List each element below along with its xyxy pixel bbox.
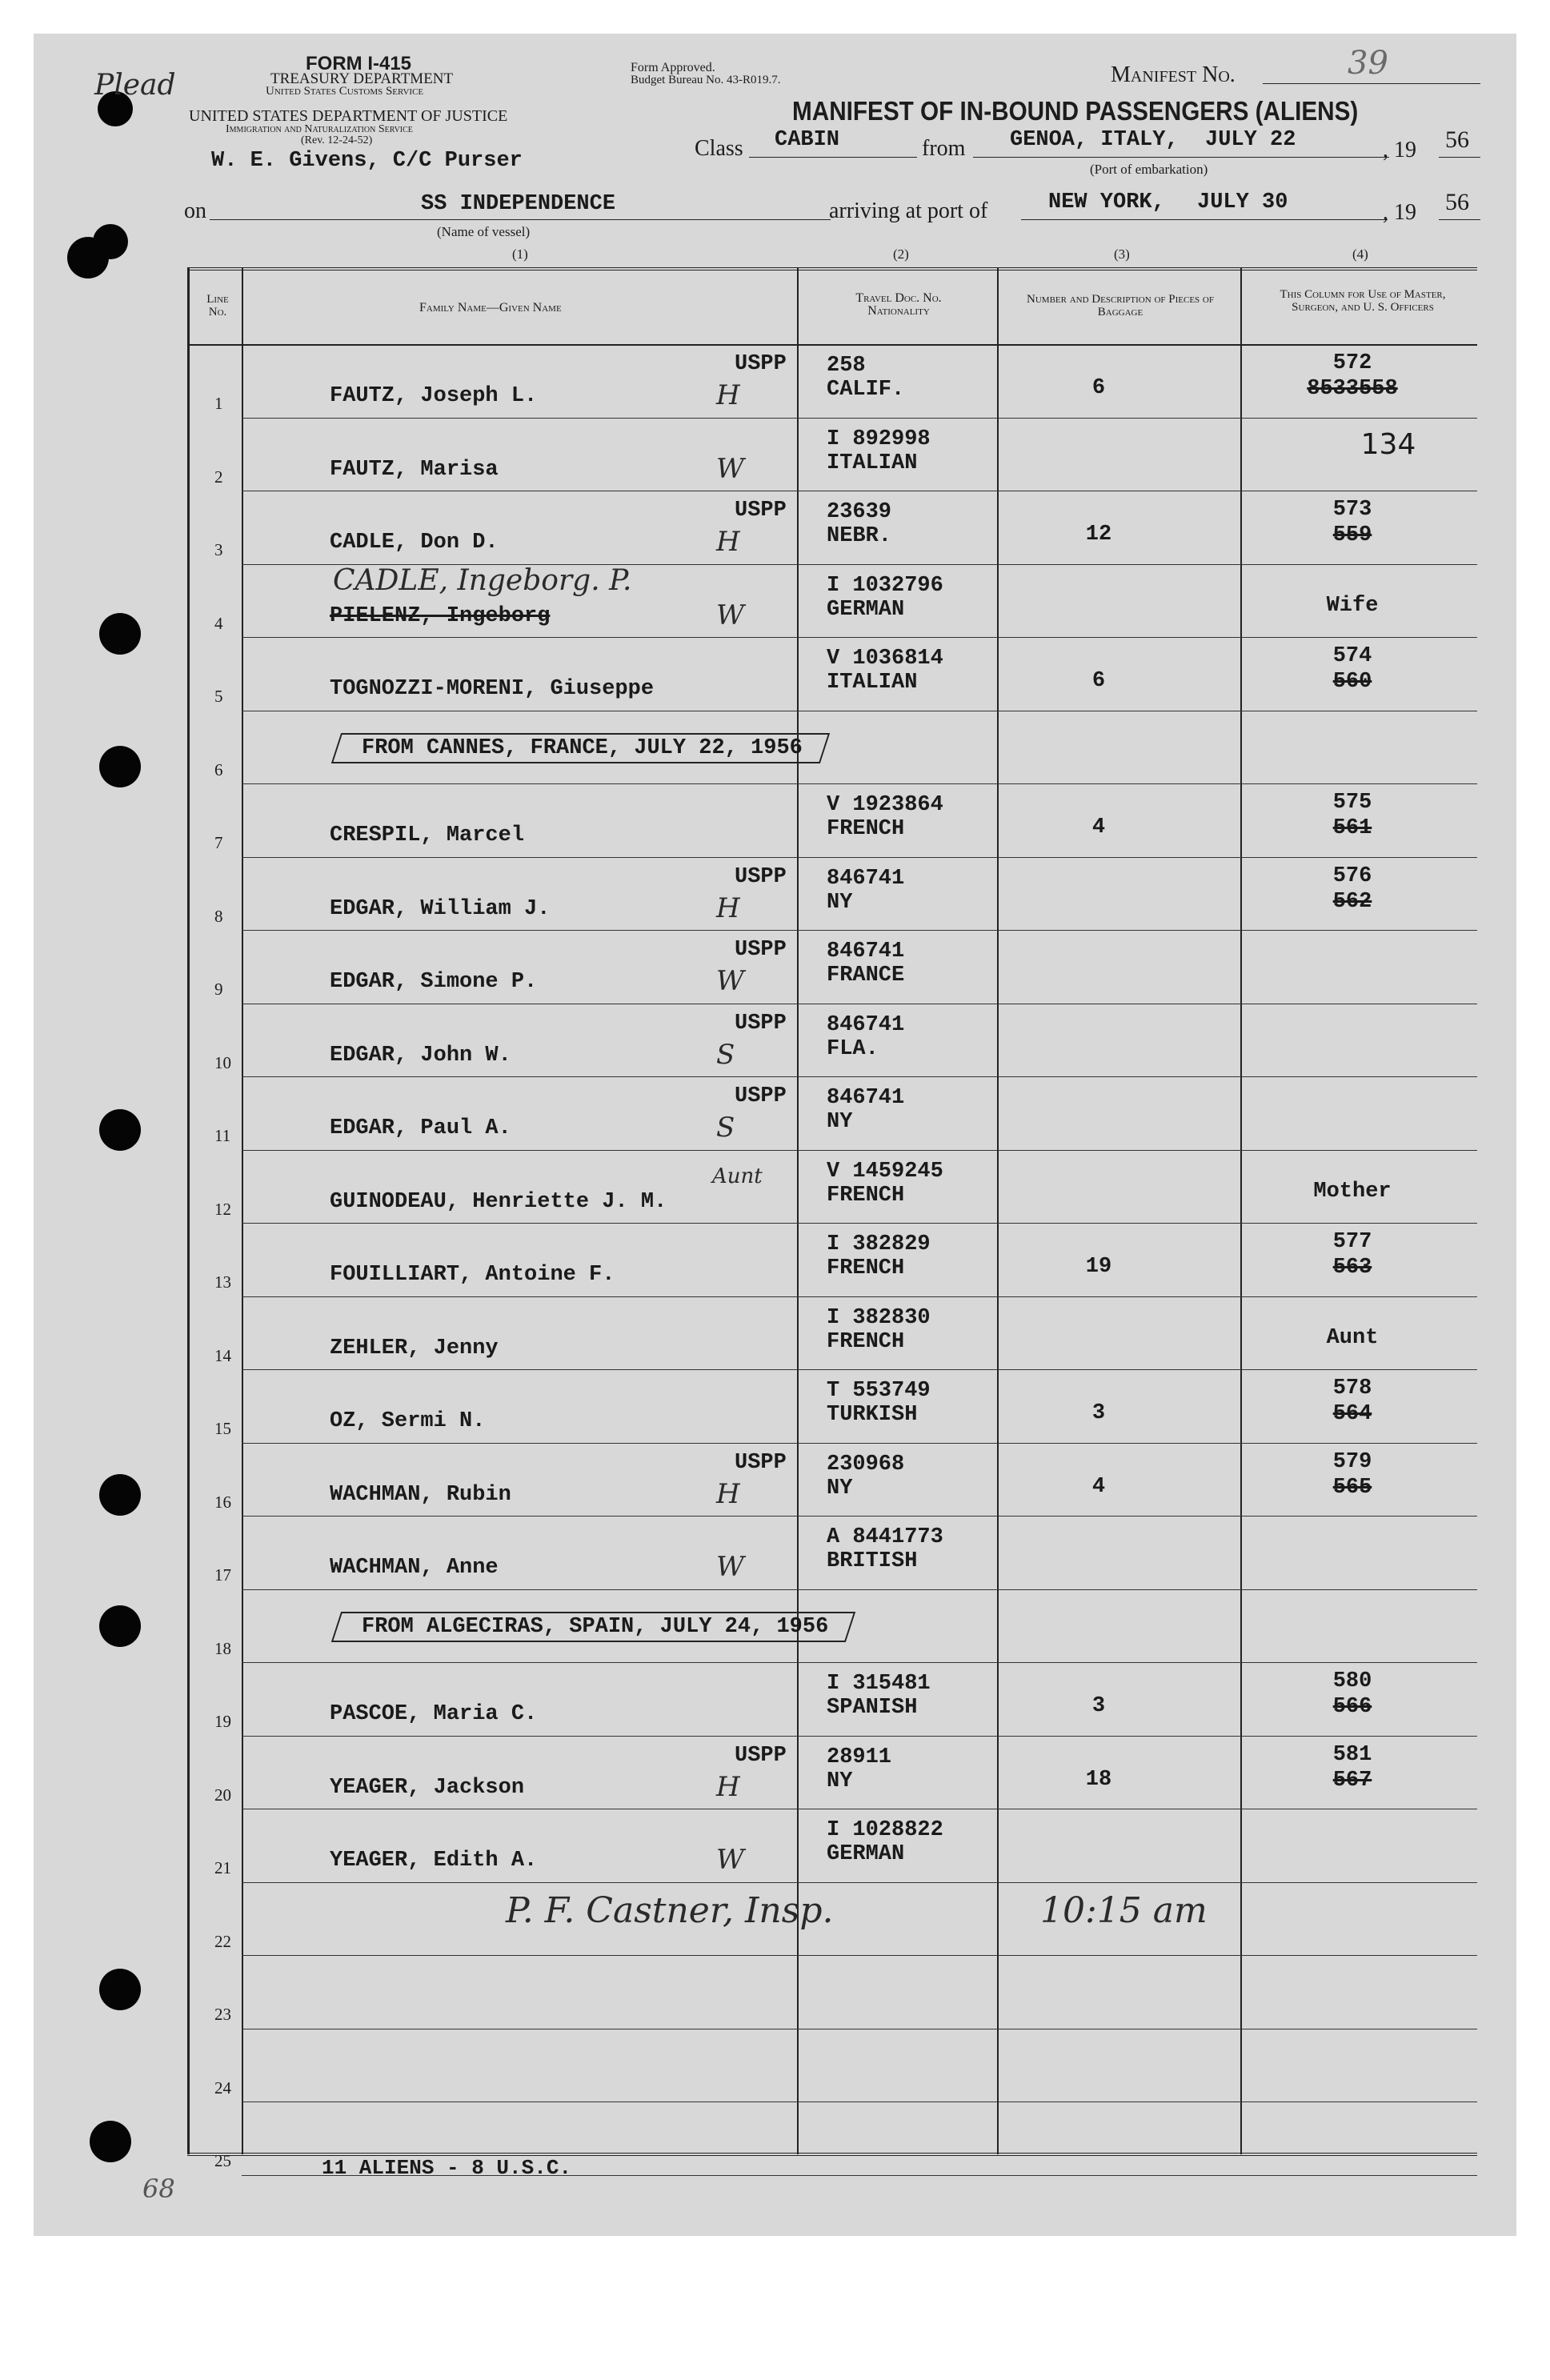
table-row xyxy=(0,1664,1550,1737)
vessel-caption: (Name of vessel) xyxy=(437,224,531,239)
row-rule xyxy=(242,1076,1477,1077)
travel-doc-number: 23639 xyxy=(827,500,892,524)
travel-doc xyxy=(827,867,904,915)
passenger-name: FOUILLIART, Antoine F. xyxy=(330,1263,615,1287)
officer-note xyxy=(1288,497,1416,548)
travel-doc-number: V 1923864 xyxy=(827,793,943,817)
row-rule xyxy=(242,857,1477,858)
row-rule xyxy=(242,783,1477,784)
row-rule xyxy=(242,1296,1477,1297)
uspp-marker: USPP xyxy=(735,1011,787,1036)
nationality: NEBR. xyxy=(827,524,892,548)
travel-doc xyxy=(827,500,891,548)
travel-doc xyxy=(827,574,943,622)
nationality: FRANCE xyxy=(827,964,905,988)
row-rule xyxy=(242,1516,1477,1517)
officer-note-primary: 581 xyxy=(1332,1742,1372,1767)
travel-doc xyxy=(827,1745,891,1793)
officer-note-primary: 578 xyxy=(1332,1376,1372,1400)
travel-doc-number: V 1459245 xyxy=(827,1159,943,1184)
nationality: NY xyxy=(827,1476,853,1501)
relationship-mark: H xyxy=(716,379,740,411)
passenger-name: YEAGER, Jackson xyxy=(330,1775,525,1800)
line-number: 5 xyxy=(214,687,223,706)
table-row xyxy=(0,932,1550,1005)
officer-note-primary: 572 xyxy=(1332,351,1372,375)
officer-note xyxy=(1288,1449,1416,1501)
baggage-count: 18 xyxy=(1085,1767,1112,1792)
nationality: BRITISH xyxy=(827,1549,918,1573)
officer-note-secondary: 564 xyxy=(1332,1402,1372,1426)
relationship-mark: S xyxy=(716,1112,735,1144)
travel-doc xyxy=(827,1306,931,1354)
table-row xyxy=(0,1298,1550,1372)
table-row xyxy=(0,1591,1550,1665)
line-number: 10 xyxy=(214,1052,231,1072)
class-label: Class xyxy=(695,136,743,161)
line-number: 20 xyxy=(214,1785,231,1805)
table-row xyxy=(0,1810,1550,1884)
nationality: GERMAN xyxy=(827,1842,905,1866)
travel-doc-number: T 553749 xyxy=(827,1379,931,1403)
passenger-name: CADLE, Don D. xyxy=(330,531,499,555)
officer-note xyxy=(1288,863,1416,915)
row-rule xyxy=(242,1369,1477,1370)
table-row xyxy=(0,2030,1550,2104)
passenger-name: YEAGER, Edith A. xyxy=(330,1849,538,1873)
table-row xyxy=(0,1371,1550,1444)
line-number: 6 xyxy=(214,759,223,779)
passenger-name: EDGAR, William J. xyxy=(330,896,551,921)
officer-note-primary: 579 xyxy=(1332,1449,1372,1474)
line-number: 3 xyxy=(214,540,223,559)
year-prefix-1: , 19 xyxy=(1383,138,1416,162)
row-rule xyxy=(242,1443,1477,1444)
header-officers: This Column for Use of Master, Surgeon, and U. S. Officers xyxy=(1280,288,1446,314)
col-number-3: (3) xyxy=(1114,246,1130,262)
row-rule xyxy=(242,1223,1477,1224)
officer-note xyxy=(1288,593,1416,619)
table-row xyxy=(0,563,1550,639)
section-text: FROM ALGECIRAS, SPAIN, JULY 24, 1956 xyxy=(362,1614,829,1639)
officer-note-primary: 580 xyxy=(1332,1669,1372,1693)
officer-note xyxy=(1288,1229,1416,1280)
agency-ins: Immigration and Naturalization Service xyxy=(226,123,413,135)
table-row xyxy=(0,1884,1550,1957)
travel-doc xyxy=(827,793,943,841)
nationality: CALIF. xyxy=(827,378,905,402)
line-number: 15 xyxy=(214,1419,231,1438)
nationality: NY xyxy=(827,1769,853,1793)
revision: (Rev. 12-24-52) xyxy=(301,134,373,146)
line-number: 4 xyxy=(214,613,223,633)
passenger-name: ZEHLER, Jenny xyxy=(330,1336,499,1360)
header-travel-doc: Travel Doc. No. xyxy=(855,291,942,305)
year-2: 56 xyxy=(1445,189,1469,215)
from-label: from xyxy=(922,136,966,161)
passenger-name: FAUTZ, Marisa xyxy=(330,457,499,482)
table-row xyxy=(0,1444,1550,1518)
baggage-count: 3 xyxy=(1091,1401,1106,1425)
passenger-name: OZ, Sermi N. xyxy=(330,1409,486,1433)
footer-statute: 11 ALIENS - 8 U.S.C. xyxy=(322,2156,572,2180)
officer-note-secondary: 565 xyxy=(1332,1475,1372,1500)
travel-doc-number: I 1032796 xyxy=(827,573,943,598)
officer-note xyxy=(1288,643,1416,695)
relationship-mark: W xyxy=(716,1844,744,1876)
class-value: CABIN xyxy=(775,128,840,152)
col-number-2: (2) xyxy=(893,246,909,262)
uspp-marker: USPP xyxy=(735,938,787,962)
punch-hole xyxy=(93,224,128,259)
header-nationality: Nationality xyxy=(867,304,930,318)
inspection-time: 10:15 am xyxy=(1040,1889,1208,1931)
table-row xyxy=(0,1005,1550,1079)
line-number: 22 xyxy=(214,1931,231,1951)
relationship-mark: Aunt xyxy=(712,1164,763,1188)
line-number: 25 xyxy=(214,2151,231,2170)
budget-bureau: Budget Bureau No. 43-R019.7. xyxy=(631,74,781,86)
agency-treasury: TREASURY DEPARTMENT xyxy=(270,70,454,87)
travel-doc-number: I 382829 xyxy=(827,1232,931,1256)
travel-doc-number: I 382830 xyxy=(827,1305,931,1330)
nationality: TURKISH xyxy=(827,1403,918,1427)
line-number: 17 xyxy=(214,1565,231,1585)
nationality: FRENCH xyxy=(827,1256,905,1280)
travel-doc-number: 846741 xyxy=(827,866,905,891)
travel-doc xyxy=(827,1232,931,1280)
manifest-no-label: Manifest No. xyxy=(1111,62,1236,87)
officer-note xyxy=(1288,1742,1416,1793)
arriving-label: arriving at port of xyxy=(829,198,988,223)
row-rule xyxy=(242,418,1477,419)
handwritten-mark: Plead xyxy=(94,69,176,102)
officer-note-secondary: 563 xyxy=(1332,1256,1372,1280)
relationship-mark: H xyxy=(716,891,740,924)
manifest-title: MANIFEST OF IN-BOUND PASSENGERS (ALIENS) xyxy=(792,96,1359,126)
line-number: 7 xyxy=(214,833,223,852)
officer-note-secondary: 567 xyxy=(1332,1768,1372,1793)
uspp-marker: USPP xyxy=(735,1084,787,1108)
col-number-4: (4) xyxy=(1352,246,1368,262)
line-number: 11 xyxy=(214,1126,231,1145)
officer-note xyxy=(1288,1669,1416,1720)
row-rule xyxy=(242,1589,1477,1590)
port-embarkation-caption: (Port of embarkation) xyxy=(1090,162,1208,177)
nationality: ITALIAN xyxy=(827,451,918,475)
relationship-mark: W xyxy=(716,599,744,631)
nationality: NY xyxy=(827,890,853,915)
row-rule xyxy=(242,1882,1477,1883)
col-number-1: (1) xyxy=(512,246,528,262)
baggage-count: 6 xyxy=(1091,669,1106,693)
line-number: 9 xyxy=(214,980,223,999)
table-row xyxy=(0,1957,1550,2030)
nationality: SPANISH xyxy=(827,1696,918,1720)
row-rule xyxy=(242,1662,1477,1663)
line-number: 16 xyxy=(214,1492,231,1512)
baggage-count: 3 xyxy=(1091,1694,1106,1718)
travel-doc xyxy=(827,1452,904,1501)
line-number: 23 xyxy=(214,2005,231,2024)
relationship-mark: W xyxy=(716,965,744,997)
arrival-date: JULY 30 xyxy=(1197,190,1288,214)
passenger-name: PASCOE, Maria C. xyxy=(330,1702,538,1726)
officer-note-primary: Mother xyxy=(1313,1179,1392,1204)
officer-note xyxy=(1288,1325,1416,1351)
manifest-no-value: 39 xyxy=(1348,45,1388,82)
relationship-mark: S xyxy=(716,1038,735,1071)
from-port: GENOA, ITALY, xyxy=(1010,128,1179,152)
officer-note-primary: 573 xyxy=(1332,498,1372,522)
row-rule xyxy=(242,930,1477,931)
nationality: GERMAN xyxy=(827,597,905,622)
nationality: FRENCH xyxy=(827,817,905,841)
travel-doc-number: I 315481 xyxy=(827,1672,931,1696)
section-box xyxy=(331,1612,856,1642)
passenger-name: GUINODEAU, Henriette J. M. xyxy=(330,1189,667,1214)
line-number: 13 xyxy=(214,1272,231,1292)
table-row xyxy=(0,2103,1550,2177)
officer-note-secondary: 560 xyxy=(1332,670,1372,694)
year-prefix-2: , 19 xyxy=(1383,200,1416,225)
row-rule xyxy=(242,1955,1477,1956)
relationship-mark: W xyxy=(716,452,744,485)
table-row xyxy=(0,1517,1550,1591)
agency-justice: UNITED STATES DEPARTMENT OF JUSTICE xyxy=(189,107,508,125)
travel-doc xyxy=(827,1379,931,1427)
uspp-marker: USPP xyxy=(735,352,787,376)
travel-doc xyxy=(827,647,943,695)
table-row xyxy=(0,712,1550,786)
relationship-mark: H xyxy=(716,1770,740,1803)
travel-doc-number: A 8441773 xyxy=(827,1525,943,1549)
officer-note-secondary: 559 xyxy=(1332,523,1372,547)
table-row xyxy=(0,1152,1550,1225)
officer-note-primary: 576 xyxy=(1332,863,1372,888)
table-row xyxy=(0,1224,1550,1298)
header-line-no: Line No. xyxy=(206,293,229,319)
travel-doc-number: V 1036814 xyxy=(827,647,943,671)
inspector-signature: P. F. Castner, Insp. xyxy=(506,1889,834,1931)
row-rule xyxy=(242,1150,1477,1151)
travel-doc xyxy=(827,1013,904,1061)
baggage-count: 4 xyxy=(1091,1474,1106,1499)
agency-customs: United States Customs Service xyxy=(266,85,424,98)
travel-doc-number: 230968 xyxy=(827,1452,905,1476)
officer-note-secondary: 8533558 xyxy=(1307,377,1398,401)
travel-doc-number: 258 xyxy=(827,354,866,378)
officer-note xyxy=(1288,1179,1416,1204)
passenger-name: PIELENZ, Ingeborg xyxy=(330,603,551,628)
officer-note-secondary: 561 xyxy=(1332,816,1372,840)
officer-note-secondary: 134 xyxy=(1360,427,1416,461)
header-family-name: Family Name—Given Name xyxy=(419,301,562,315)
nationality: FRENCH xyxy=(827,1183,905,1208)
baggage-count: 4 xyxy=(1091,815,1106,839)
table-row xyxy=(0,785,1550,859)
form-approved: Form Approved. xyxy=(631,61,715,74)
officer-note xyxy=(1288,1376,1416,1427)
baggage-count: 6 xyxy=(1091,376,1106,400)
officer-note xyxy=(1288,424,1416,461)
section-heading xyxy=(336,1612,851,1642)
nationality: FRENCH xyxy=(827,1329,905,1354)
line-number: 19 xyxy=(214,1712,231,1731)
handwritten-correction: CADLE, Ingeborg. P. xyxy=(333,563,632,597)
purser: W. E. Givens, C/C Purser xyxy=(211,149,523,173)
table-row xyxy=(0,1737,1550,1811)
table-row xyxy=(0,419,1550,493)
officer-note-secondary: 562 xyxy=(1332,889,1372,914)
relationship-mark: H xyxy=(716,1477,740,1510)
form-number: FORM I-415 xyxy=(306,53,412,74)
line-number: 2 xyxy=(214,467,223,487)
section-text: FROM CANNES, FRANCE, JULY 22, 1956 xyxy=(362,735,803,760)
travel-doc-number: 846741 xyxy=(827,1086,905,1110)
line-number: 1 xyxy=(214,394,223,413)
arrival-port: NEW YORK, xyxy=(1048,190,1165,214)
vessel-name: SS INDEPENDENCE xyxy=(421,192,616,216)
table-top-rule xyxy=(187,267,1477,270)
travel-doc-number: 846741 xyxy=(827,940,905,964)
table-row xyxy=(0,346,1550,419)
officer-note-primary: Wife xyxy=(1326,593,1379,618)
line-number: 8 xyxy=(214,906,223,926)
officer-note-primary: 574 xyxy=(1332,644,1372,668)
travel-doc xyxy=(827,1525,943,1573)
uspp-marker: USPP xyxy=(735,1450,787,1475)
table-row xyxy=(0,1078,1550,1152)
officer-note xyxy=(1288,351,1416,402)
travel-doc xyxy=(827,427,931,475)
uspp-marker: USPP xyxy=(735,1743,787,1768)
row-rule xyxy=(242,1736,1477,1737)
passenger-name: EDGAR, John W. xyxy=(330,1043,511,1068)
row-rule xyxy=(242,637,1477,638)
travel-doc-number: 28911 xyxy=(827,1745,892,1769)
passenger-name: FAUTZ, Joseph L. xyxy=(330,384,538,408)
relationship-mark: H xyxy=(716,526,740,558)
passenger-name: EDGAR, Simone P. xyxy=(330,970,538,994)
line-number: 14 xyxy=(214,1345,231,1365)
table-row xyxy=(0,859,1550,932)
travel-doc-number: I 1028822 xyxy=(827,1818,943,1842)
passenger-name: WACHMAN, Rubin xyxy=(330,1482,511,1507)
relationship-mark: W xyxy=(716,1551,744,1583)
baggage-count: 12 xyxy=(1085,523,1112,547)
uspp-marker: USPP xyxy=(735,499,787,523)
travel-doc xyxy=(827,1672,931,1720)
travel-doc xyxy=(827,354,904,402)
travel-doc xyxy=(827,1818,943,1866)
passenger-name: TOGNOZZI-MORENI, Giuseppe xyxy=(330,677,655,701)
section-box xyxy=(331,733,830,763)
nationality: ITALIAN xyxy=(827,671,918,695)
baggage-count: 19 xyxy=(1085,1255,1112,1279)
on-label: on xyxy=(184,198,206,223)
officer-note-primary: 577 xyxy=(1332,1230,1372,1254)
header-baggage: Number and Description of Pieces of Baggage xyxy=(1027,293,1214,319)
line-number: 18 xyxy=(214,1638,231,1658)
nationality: NY xyxy=(827,1110,853,1134)
travel-doc xyxy=(827,1086,904,1134)
travel-doc-number: 846741 xyxy=(827,1012,905,1037)
travel-doc xyxy=(827,1160,943,1208)
travel-doc-number: I 892998 xyxy=(827,427,931,451)
officer-note-primary: 575 xyxy=(1332,791,1372,815)
officer-note-primary: Aunt xyxy=(1326,1325,1379,1350)
officer-note xyxy=(1288,790,1416,841)
passenger-name: CRESPIL, Marcel xyxy=(330,823,525,847)
nationality: FLA. xyxy=(827,1036,879,1061)
uspp-marker: USPP xyxy=(735,864,787,889)
from-date: JULY 22 xyxy=(1205,128,1296,152)
passenger-name: WACHMAN, Anne xyxy=(330,1556,499,1580)
line-number: 12 xyxy=(214,1199,231,1219)
line-number: 24 xyxy=(214,2077,231,2098)
table-row xyxy=(0,639,1550,712)
bottom-mark: 68 xyxy=(142,2174,175,2204)
section-heading xyxy=(336,733,825,763)
travel-doc xyxy=(827,940,904,988)
year-1: 56 xyxy=(1445,126,1469,153)
table-row xyxy=(0,492,1550,566)
line-number: 21 xyxy=(214,1858,231,1877)
passenger-name: EDGAR, Paul A. xyxy=(330,1116,511,1140)
officer-note-secondary: 566 xyxy=(1332,1695,1372,1719)
